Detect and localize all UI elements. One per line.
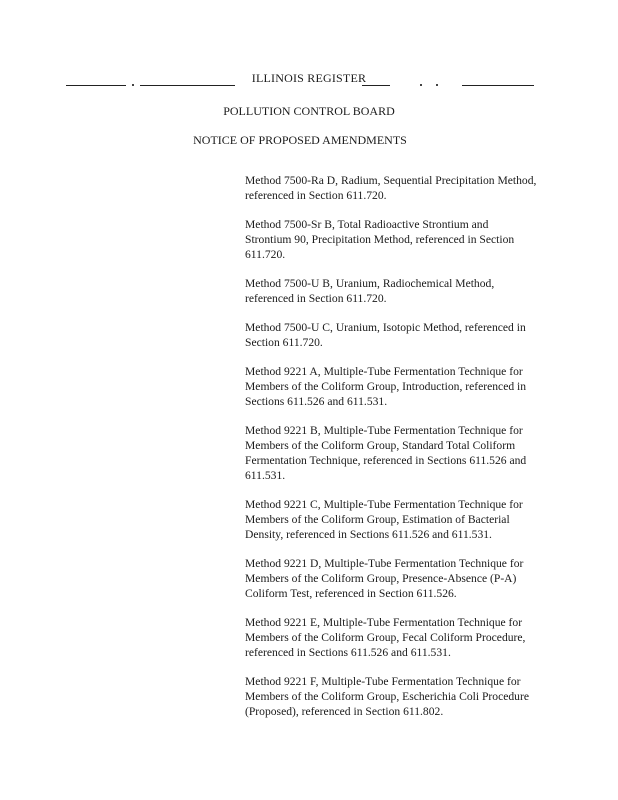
method-entry: Method 9221 D, Multiple-Tube Fermentation Technique for Members of the Coliform Group, Presence-Absence (P-A) Coliform Test, referenced in Section 611.526. [245,557,524,600]
method-entry: Method 9221 C, Multiple-Tube Fermentation Technique for Members of the Coliform Group, Estimation of Bacterial Density, referenced in Sections 611.526 and 611.531. [245,498,523,541]
method-entry: Method 7500-Sr B, Total Radioactive Strontium and Strontium 90, Precipitation Method, referenced in Section 611.720. [245,218,515,261]
method-entry: Method 7500-Ra D, Radium, Sequential Precipitation Method, referenced in Section 611.720. [245,174,537,202]
notice-title: NOTICE OF PROPOSED AMENDMENTS [193,133,407,147]
method-entry: Method 9221 A, Multiple-Tube Fermentation Technique for Members of the Coliform Group, Introduction, referenced in Sections 611.526 and 611.531. [245,365,527,408]
method-entry: Method 7500-U C, Uranium, Isotopic Method, referenced in Section 611.720. [245,321,526,349]
method-list [245,173,537,733]
agency-title: POLLUTION CONTROL BOARD [223,104,395,118]
method-entry: Method 9221 E, Multiple-Tube Fermentation Technique for Members of the Coliform Group, Fecal Coliform Procedure, referenced in Sections 611.526 and 611.531. [245,616,526,659]
method-entry: Method 9221 B, Multiple-Tube Fermentation Technique for Members of the Coliform Group, Standard Total Coliform Fermentation Technique, referenced in Sections 611.526 and 611.531. [245,424,527,482]
register-title: ILLINOIS REGISTER [251,71,367,85]
method-entry: Method 9221 F, Multiple-Tube Fermentation Technique for Members of the Coliform Group, Escherichia Coli Procedure (Proposed), referenced in Section 611.802. [245,675,529,718]
method-entry: Method 7500-U B, Uranium, Radiochemical Method, referenced in Section 611.720. [245,277,495,305]
